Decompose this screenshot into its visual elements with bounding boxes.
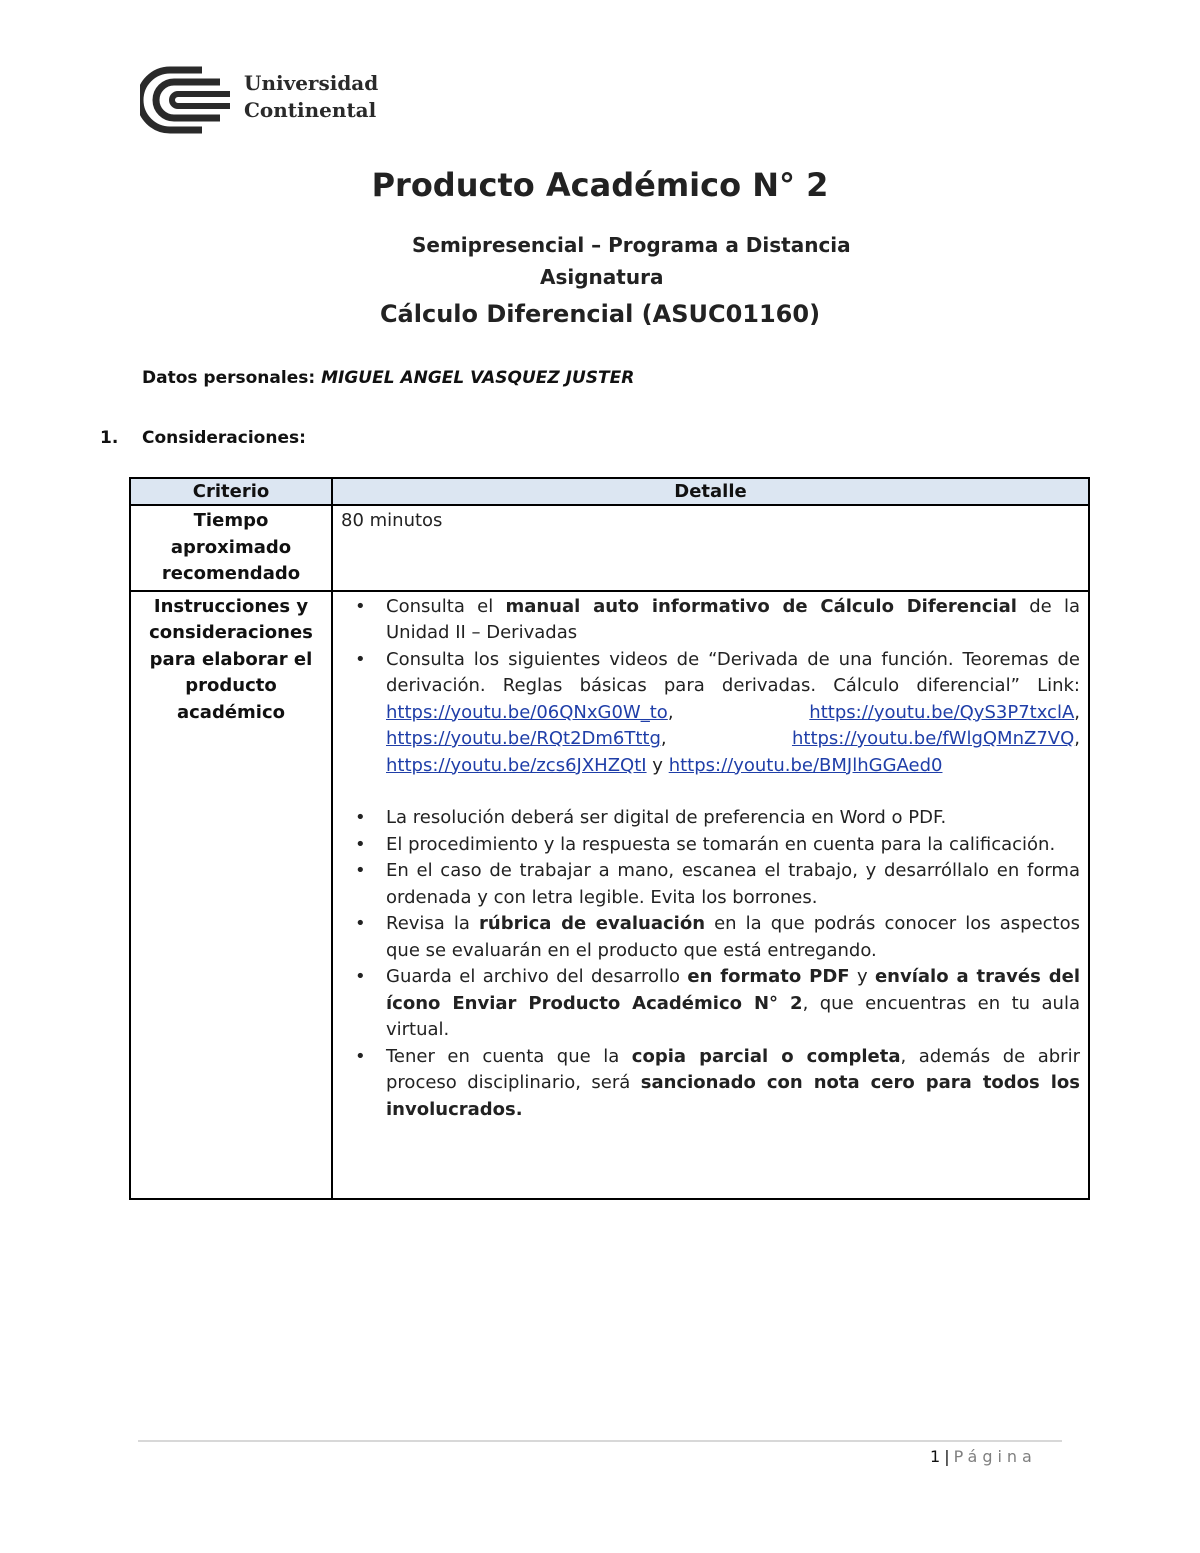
list-text: Consulta el: [386, 595, 506, 617]
list-bold-text: manual auto informativo de Cálculo Diferencial: [505, 595, 1017, 617]
university-logo: [140, 66, 390, 136]
list-item: • La resolución deberá ser digital de preferencia en Word o PDF.: [386, 805, 1080, 832]
section-number: 1.: [100, 428, 119, 448]
continental-logo-icon: [140, 66, 236, 134]
list-text: Tener en cuenta que la: [386, 1045, 632, 1067]
list-item: [386, 911, 1080, 964]
separator: ,: [667, 701, 674, 723]
page-number: [930, 1447, 1037, 1466]
detail-cell: [332, 591, 1089, 1199]
table-row: [130, 591, 1089, 1199]
separator: ,: [660, 728, 667, 749]
list-item: • El procedimiento y la respuesta se tomarán en cuenta para la calificación.: [386, 832, 1080, 859]
video-link[interactable]: https://youtu.be/QyS3P7txclA: [809, 701, 1075, 723]
logo-text: [244, 70, 378, 124]
list-text: Guarda el archivo del desarrollo: [386, 966, 688, 987]
section-heading: [100, 428, 306, 448]
list-text: Consulta los siguientes videos de “Derivada de una función. Teoremas de derivación. Reglas básicas para derivadas. Cálculo diferencial” Link:: [386, 648, 1080, 696]
document-title: Producto Académico N° 2: [371, 166, 829, 204]
table-row: [130, 505, 1089, 591]
page-separator: |: [944, 1447, 950, 1466]
logo-line-1: Universidad: [244, 71, 379, 95]
separator: ,: [1074, 728, 1080, 749]
page-number-value: 1: [930, 1447, 941, 1466]
student-name: MIGUEL ANGEL VASQUEZ JUSTER: [321, 368, 635, 388]
separator: ,: [1074, 701, 1080, 723]
personal-data: [142, 368, 634, 388]
header-criterio: Criterio: [130, 478, 332, 505]
section-title: Consideraciones:: [142, 428, 306, 448]
page-label: Página: [953, 1447, 1037, 1466]
list-text: en la que podrás conocer los aspectos que se evaluarán en el producto que está entregando.: [386, 913, 1080, 961]
video-link[interactable]: https://youtu.be/zcs6JXHZQtI: [386, 754, 647, 776]
list-bold-text: sancionado con nota cero para todos los involucrados.: [386, 1072, 1080, 1120]
list-bold-text: envíalo a través del ícono Enviar Producto Académico N° 2: [386, 966, 1080, 1014]
personal-data-label: Datos personales:: [142, 368, 322, 388]
list-bold-text: en formato PDF: [687, 966, 850, 987]
video-link[interactable]: https://youtu.be/fWlgQMnZ7VQ: [791, 728, 1075, 749]
instructions-list: [341, 594, 1080, 780]
list-item: [386, 1044, 1080, 1124]
list-text: Revisa la: [386, 913, 480, 934]
list-bold-text: rúbrica de evaluación: [479, 913, 706, 934]
list-text: , que encuentras en tu aula virtual.: [386, 992, 1080, 1040]
video-link[interactable]: https://youtu.be/BMJlhGGAed0: [668, 754, 943, 776]
list-text: de la Unidad II – Derivadas: [386, 595, 1081, 643]
course-name: Cálculo Diferencial (ASUC01160): [379, 300, 821, 328]
list-text: , además de abrir proceso disciplinario, será: [386, 1045, 1080, 1093]
instructions-list: [341, 805, 1080, 1123]
table-header-row: [130, 478, 1089, 505]
footer-divider: [138, 1440, 1062, 1442]
list-item: [386, 594, 1080, 647]
list-text: y: [849, 966, 875, 987]
video-link[interactable]: https://youtu.be/RQt2Dm6Tttg: [386, 728, 661, 749]
detail-cell: 80 minutos: [332, 505, 1089, 591]
list-item: [386, 647, 1080, 780]
criterion-cell: Tiempo aproximado recomendado: [130, 505, 332, 591]
considerations-table: [129, 477, 1090, 1200]
list-bold-text: copia parcial o completa: [631, 1045, 901, 1067]
logo-line-2: Continental: [244, 98, 377, 122]
header-detalle: Detalle: [332, 478, 1089, 505]
list-item: • En el caso de trabajar a mano, escanea el trabajo, y desarróllalo en forma ordenada y con letra legible. Evita los borrones.: [386, 858, 1080, 911]
modality-line: Semipresencial – Programa a Distancia: [412, 233, 851, 257]
list-item: [386, 964, 1080, 1044]
spacer: [341, 779, 1080, 805]
video-link[interactable]: https://youtu.be/06QNxG0W_to: [386, 701, 668, 723]
separator: y: [652, 754, 663, 776]
criterion-cell: Instrucciones y consideraciones para elaborar el producto académico: [130, 591, 332, 1199]
subject-label: Asignatura: [540, 265, 664, 289]
